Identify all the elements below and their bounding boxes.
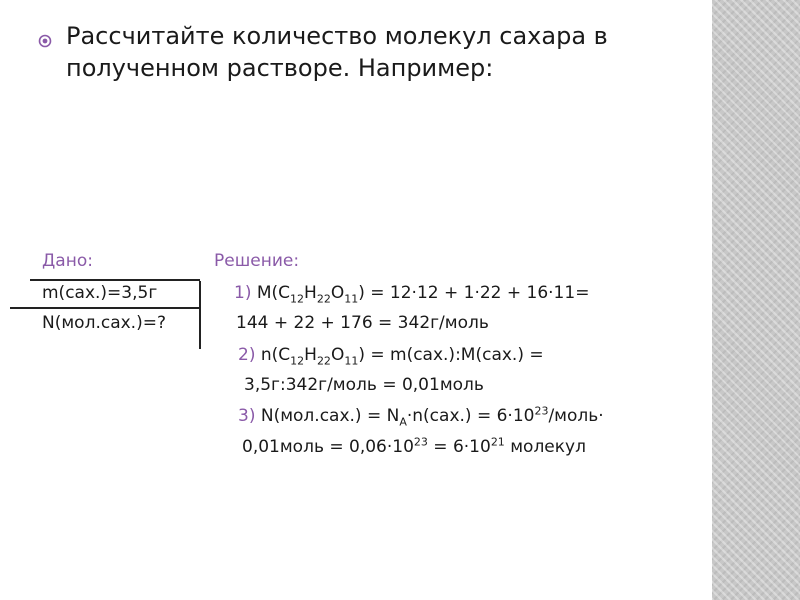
step-1-sub-3: 11 [344, 292, 359, 306]
slide-title: Рассчитайте количество молекул сахара в полученном растворе. Например: [66, 22, 608, 82]
given-divider-bottom [10, 307, 200, 309]
step-3-cont-c: молекул [504, 437, 586, 457]
given-vertical-divider [199, 281, 201, 349]
given-label: Дано: [42, 251, 93, 271]
step-3-cont-sup-2: 21 [490, 435, 505, 449]
step-2-text-a: n(C [260, 345, 291, 365]
solution-step-1-continuation: 144 + 22 + 176 = 342г/моль [236, 313, 489, 333]
step-1-number: 1) [234, 283, 252, 303]
solution-label: Решение: [214, 251, 300, 271]
step-3-number: 3) [238, 406, 256, 426]
step-1-text-d: ) = 12·12 + 1·22 + 16·11= [358, 283, 590, 303]
step-3-sup-1: 23 [534, 404, 549, 418]
step-1-sub-1: 12 [290, 292, 305, 306]
solution-step-2 [238, 345, 544, 368]
step-3-text-b: ·n(сах.) = 6·10 [406, 406, 535, 426]
solution-step-1 [234, 283, 590, 306]
step-1-text-c: O [330, 283, 345, 303]
step-2-text-d: ) = m(сах.):M(сах.) = [358, 345, 544, 365]
step-3-sub-a: A [399, 415, 407, 429]
given-unknown: N(мол.сах.)=? [42, 313, 166, 333]
step-1-sub-2: 22 [316, 292, 331, 306]
step-1-text-a: M(C [256, 283, 291, 303]
step-2-text-c: O [330, 345, 345, 365]
step-2-number: 2) [238, 345, 256, 365]
step-3-text-c: /моль· [548, 406, 604, 426]
step-2-text-b: H [304, 345, 317, 365]
solution-step-3 [238, 404, 604, 429]
solution-step-2-continuation: 3,5г:342г/моль = 0,01моль [244, 375, 484, 395]
given-mass: m(сах.)=3,5г [42, 283, 158, 303]
solution-step-3-continuation [242, 437, 586, 457]
step-1-text-b: H [304, 283, 317, 303]
step-3-cont-sup-1: 23 [413, 435, 428, 449]
step-2-sub-1: 12 [290, 354, 305, 368]
step-2-sub-2: 22 [316, 354, 331, 368]
decorative-side-band [712, 0, 800, 600]
bullet-icon [38, 33, 52, 47]
step-3-cont-a: 0,01моль = 0,06·10 [242, 437, 414, 457]
given-divider-top [30, 279, 200, 281]
step-3-text-a: N(мол.сах.) = N [260, 406, 400, 426]
step-2-sub-3: 11 [344, 354, 359, 368]
step-3-cont-b: = 6·10 [427, 437, 491, 457]
